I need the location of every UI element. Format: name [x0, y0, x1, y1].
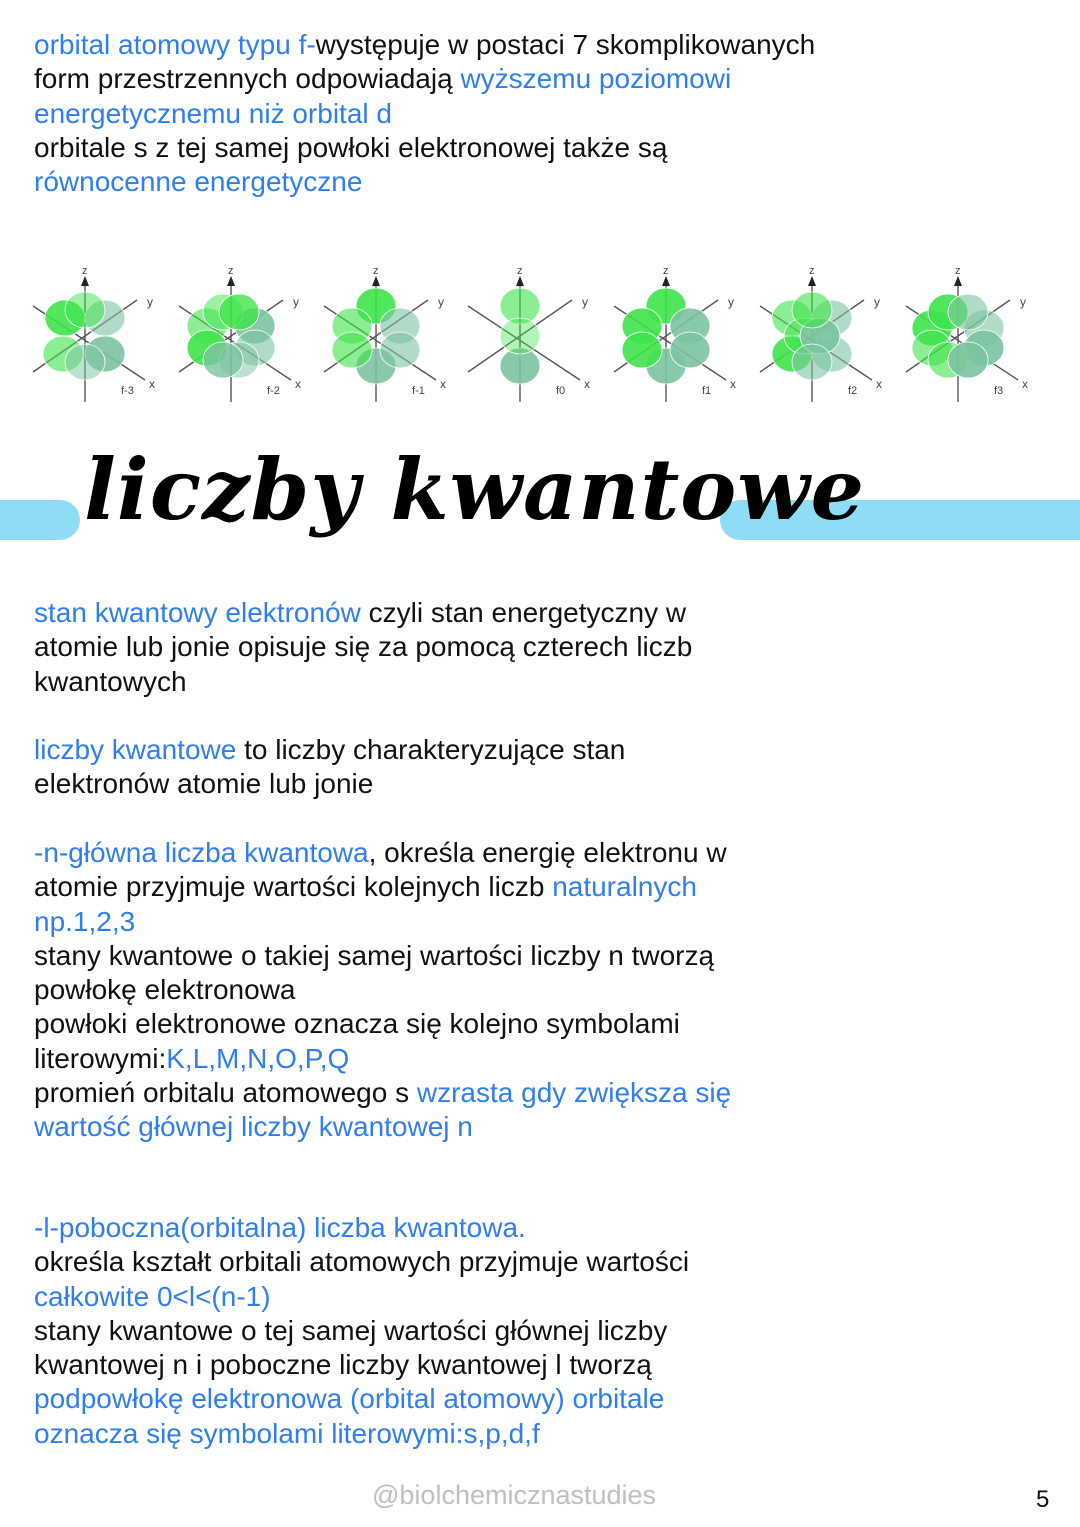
z-arrow-icon [954, 276, 962, 286]
orbital-label: f-2 [267, 385, 280, 397]
f-orbital-5 [760, 265, 882, 402]
azimuthal-values: całkowite 0<l<(n-1) [34, 1280, 271, 1312]
axis-label-z: z [809, 265, 815, 277]
orbital-lobe [948, 342, 988, 378]
axis-label-y: y [874, 295, 880, 309]
axis-label-z: z [517, 265, 523, 277]
watermark: @biolchemicznastudies [372, 1480, 657, 1510]
natural-numbers-term: naturalnych np.1,2,3 [34, 871, 697, 937]
orbital-lobe [380, 332, 420, 368]
orbital-f-text: występuje w postaci 7 skomplikowanych form przestrzennych odpowiadają [34, 29, 816, 95]
principal-quantum-number-term: -n-główna liczba kwantowa [34, 837, 369, 868]
axis-label-z: z [228, 265, 234, 277]
axis-label-z: z [373, 265, 379, 277]
radius-text: promień orbitalu atomowego s [34, 1077, 417, 1109]
axis-label-z: z [663, 265, 669, 277]
orbital-lobe [332, 332, 372, 368]
z-arrow-icon [662, 276, 670, 286]
quantum-state-text: czyli stan energetyczny w atomie lub jonie opisuje się za pomocą czterech liczb kwantowych [34, 597, 693, 697]
z-arrow-icon [227, 276, 235, 286]
axis-label-x: x [730, 377, 736, 391]
axis-label-y: y [147, 295, 153, 309]
axis-label-y: y [582, 295, 588, 309]
axis-label-x: x [295, 377, 301, 391]
axis-label-y: y [438, 295, 444, 309]
axis-label-z: z [82, 265, 88, 277]
orbital-s-text: orbitale s z tej samej powłoki elektronowej także są [34, 131, 668, 163]
shell-symbols-text: powłoki elektronowe oznacza się kolejno symbolami literowymi: [34, 1008, 680, 1074]
axis-label-x: x [149, 377, 155, 391]
quantum-numbers-term: liczby kwantowe [34, 734, 237, 765]
orbital-lobe [792, 292, 832, 328]
principal-text: , określa energię elektronu w atomie przyjmuje wartości kolejnych liczb [34, 837, 727, 903]
section-heading: liczby kwantowe [84, 440, 866, 539]
shell-text: stany kwantowe o takiej samej wartości liczby n tworzą powłokę elektronowa [34, 939, 715, 1006]
heading-stripe-left [0, 500, 80, 540]
subshell-term: podpowłokę elektronowa (orbital atomowy) orbitale oznacza się symbolami literowymi:s,p,d,f [34, 1383, 665, 1449]
f-orbital-4 [614, 265, 736, 402]
z-arrow-icon [81, 276, 89, 286]
quantum-state-term: stan kwantowy elektronów [34, 597, 361, 628]
f-orbital-3 [468, 265, 590, 402]
orbital-lobe [500, 318, 540, 354]
principal-quantum-number-paragraph [34, 836, 734, 1145]
orbital-lobe [670, 332, 710, 368]
f-orbitals-illustration [0, 260, 1080, 420]
orbital-lobe [948, 294, 988, 330]
z-arrow-icon [516, 276, 524, 286]
z-arrow-icon [372, 276, 380, 286]
orbital-f-term: orbital atomowy typu f- [34, 29, 316, 60]
orbital-lobe [203, 342, 243, 378]
orbital-label: f-3 [121, 385, 134, 397]
axis-label-z: z [955, 265, 961, 277]
orbital-lobe [219, 294, 259, 330]
f-orbital-2 [324, 265, 446, 402]
axis-label-x: x [440, 377, 446, 391]
axis-label-y: y [1020, 295, 1026, 309]
axis-label-x: x [1022, 377, 1028, 391]
orbital-lobe [622, 332, 662, 368]
axis-label-x: x [584, 377, 590, 391]
azimuthal-quantum-number-paragraph [34, 1211, 734, 1451]
axis-label-y: y [293, 295, 299, 309]
orbital-lobe [65, 292, 105, 328]
f-orbital-6 [906, 265, 1028, 402]
azimuthal-text: określa kształt orbitali atomowych przyjmuje wartości [34, 1246, 690, 1278]
z-arrow-icon [808, 276, 816, 286]
subshell-text: stany kwantowe o tej samej wartości głównej liczby kwantowej n i poboczne liczby kwantowej l tworzą [34, 1314, 668, 1381]
page-number: 5 [1036, 1486, 1050, 1513]
radius-rule: wzrasta gdy zwiększa się wartość głównej liczby kwantowej n [34, 1077, 732, 1143]
azimuthal-quantum-number-term: -l-poboczna(orbitalna) liczba kwantowa. [34, 1212, 526, 1243]
f-orbital-0 [33, 265, 155, 402]
orbital-f-description [34, 28, 834, 199]
orbital-label: f-1 [412, 385, 425, 397]
orbital-s-equivalent: równocenne energetyczne [34, 166, 363, 198]
orbital-lobe [65, 344, 105, 380]
axis-label-y: y [728, 295, 734, 309]
orbital-label: f3 [994, 385, 1004, 397]
shell-symbols: K,L,M,N,O,P,Q [166, 1042, 350, 1074]
quantum-state-paragraph [34, 596, 734, 699]
orbital-label: f0 [556, 385, 566, 397]
orbital-lobe [792, 344, 832, 380]
f-orbital-1 [179, 265, 301, 402]
quantum-numbers-text: to liczby charakteryzujące stan elektronów atomie lub jonie [34, 734, 626, 800]
orbital-f-energy-level: wyższemu poziomowi energetycznemu niż orbital d [34, 63, 732, 129]
quantum-numbers-paragraph [34, 733, 734, 802]
orbital-label: f1 [702, 385, 712, 397]
axis-label-x: x [876, 377, 882, 391]
orbital-label: f2 [848, 385, 858, 397]
